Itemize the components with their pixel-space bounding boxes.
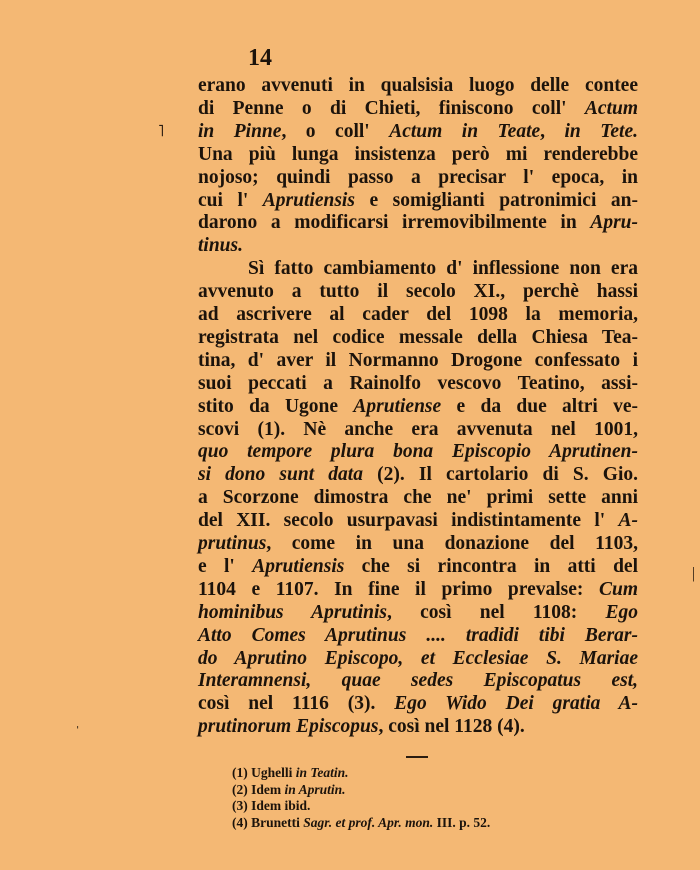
italic-segment: quo tempore plura bona Episcopio Aprutinen- (198, 441, 638, 463)
italic-segment: Interamnensi, quae sedes Episcopatus est, (198, 670, 638, 692)
text-segment: così nel 1116 (3). (198, 693, 395, 715)
text-line (198, 259, 638, 279)
text-line (198, 717, 638, 737)
text-line (198, 488, 638, 508)
text-line (198, 236, 638, 256)
text-line (198, 328, 638, 348)
italic-segment: Actum (584, 97, 638, 119)
italic-segment: Cum (598, 578, 638, 600)
footnote-text: III. p. 52. (433, 814, 491, 830)
italic-segment: si dono sunt data (198, 464, 363, 486)
italic-segment: Apru- (590, 212, 638, 234)
text-line (198, 511, 638, 531)
text-segment: stito da Ugone (198, 395, 354, 417)
italic-segment: hominibus Aprutinis (198, 601, 387, 623)
footnote-italic: Sagr. et prof. Apr. mon. (303, 814, 434, 830)
text-line (198, 557, 638, 577)
text-line (198, 534, 638, 554)
text-segment: Una più lunga insistenza però mi renderebbe (198, 143, 638, 165)
text-line (198, 76, 638, 96)
text-segment: avvenuto a tutto il secolo XI., perchè hassi (198, 281, 638, 303)
text-segment: 1104 e 1107. In fine il primo prevalse: (198, 578, 599, 600)
text-segment: tina, d' aver il Normanno Drogone confessato i (198, 349, 638, 371)
text-segment: ad ascrivere al cader del 1098 la memoria, (198, 304, 638, 325)
italic-segment: prutinus (198, 533, 267, 554)
text-segment: del XII. secolo usurpavasi indistintamente l' (198, 510, 619, 532)
margin-mark: ˌ (75, 712, 81, 729)
margin-mark: | (692, 565, 696, 582)
italic-segment: Actum in Teate (389, 120, 541, 142)
text-segment: scovi (1). Nè anche era avvenuta nel 1001, (198, 418, 638, 440)
text-segment: , come in una donazione del 1103, (266, 533, 638, 554)
italic-segment: do Aprutino Episcopo, et Ecclesiae S. Mariae (198, 647, 638, 669)
text-line (198, 580, 638, 600)
text-line (198, 420, 638, 440)
text-line (198, 397, 638, 417)
text-line (198, 168, 638, 188)
footnote (232, 816, 490, 830)
italic-segment: Aprutiense (353, 395, 442, 417)
italic-segment: A- (618, 510, 638, 532)
text-line (198, 99, 638, 119)
text-line (198, 442, 638, 462)
footnote-text: (1) Ughelli (232, 765, 296, 780)
text-line (198, 213, 638, 233)
page-number: 14 (248, 45, 272, 71)
italic-segment: Ego Wido Dei gratia A- (394, 693, 638, 715)
footnote (232, 766, 349, 780)
text-segment: nojoso; quindi passo a precisar l' epoca, in (198, 166, 638, 188)
italic-segment: Aprutiensis (252, 555, 345, 577)
text-segment: erano avvenuti in qualsisia luogo delle contee (198, 75, 638, 96)
text-line (198, 649, 638, 669)
text-line (198, 122, 638, 142)
italic-segment: prutinorum Episcopus (198, 716, 379, 738)
footnote-text: (4) Brunetti (232, 814, 304, 830)
italic-segment: in Pinne (198, 120, 282, 142)
text-segment: , così nel 1128 (4). (378, 716, 525, 738)
footnote-text: (2) Idem (232, 781, 285, 797)
text-line (198, 694, 638, 714)
text-segment: a Scorzone dimostra che ne' primi sette anni (198, 487, 638, 509)
text-segment: , (540, 120, 565, 142)
italic-segment: in Tete. (564, 120, 638, 142)
text-segment: e da due altri ve- (441, 395, 639, 417)
text-line (198, 145, 638, 165)
text-segment: Sì fatto cambiamento d' inflessione non era (248, 258, 638, 280)
text-line (198, 351, 638, 371)
text-segment: darono a modificarsi irremovibilmente in (198, 212, 591, 234)
footnote (232, 783, 346, 797)
text-segment: , così nel 1108: (387, 601, 606, 623)
margin-mark: ˥ (158, 123, 165, 140)
text-segment: registrata nel codice messale della Chiesa Tea- (198, 326, 638, 348)
footnote-separator (406, 756, 428, 758)
text-line (198, 282, 638, 302)
text-line (198, 603, 638, 623)
text-line (198, 305, 638, 325)
text-line (198, 671, 638, 691)
text-line (198, 191, 638, 211)
text-line (198, 626, 638, 646)
text-segment: (2). Il cartolario di S. Gio. (362, 464, 639, 486)
footnote-text: (3) Idem ibid. (232, 798, 311, 813)
text-segment: di Penne o di Chieti, finiscono coll' (198, 97, 585, 119)
italic-segment: Ego (605, 601, 638, 623)
footnote-italic: in Teatin. (295, 765, 349, 780)
footnote (232, 799, 310, 813)
text-segment: e somiglianti patronimici an- (354, 189, 638, 211)
italic-segment: Aprutiensis (262, 189, 355, 211)
text-segment: suoi peccati a Rainolfo vescovo Teatino, assi- (198, 372, 638, 394)
italic-segment: tinus. (198, 235, 243, 257)
text-line (198, 374, 638, 394)
text-segment: cui l' (198, 189, 263, 211)
text-segment: e l' (198, 555, 253, 577)
text-line (198, 465, 638, 485)
italic-segment: Atto Comes Aprutinus .... tradidi tibi Berar- (198, 624, 638, 646)
footnote-italic: in Aprutin. (284, 781, 346, 797)
text-segment: che si rincontra in atti del (344, 555, 638, 577)
text-segment: , o coll' (281, 120, 390, 142)
